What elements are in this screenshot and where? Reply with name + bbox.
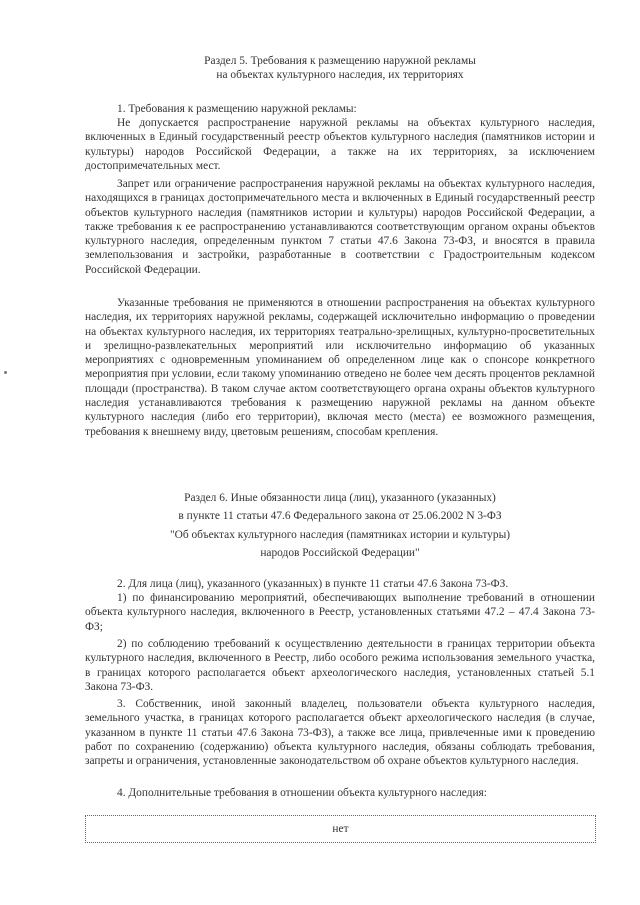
section5-paragraph-2: Запрет или ограничение распространения наружной рекламы на объектах культурного наследия, находящихся в границах достопримечательного места и включенных в Единый государственный реестр объектов культурного наследия (памятников истории и культуры) народов Российской Федерации, а также требования к ее распространению устанавливаются соответствующим органом охраны объектов культурного наследия, определенным пунктом 7 статьи 47.6 Закона 73-ФЗ, и вносятся в правила землепользования и застройки, разработанные в соответствии с Градостроительным кодексом Российской Федерации. [85,178,595,276]
additional-requirements-box [85,815,596,843]
section6-paragraph-2: 2) по соблюдению требований к осуществлению деятельности в границах территории объекта культурного наследия, включенного в Реестр, либо особого режима использования земельного участка, в границах которого располагается объект археологического наследия, установленных статьей 5.1 Закона 73-ФЗ. [85,638,595,693]
section6-title-line1: Раздел 6. Иные обязанности лица (лиц), указанного (указанных) [184,492,496,504]
section6-item2-heading: 2. Для лица (лиц), указанного (указанных) в пункте 11 статьи 47.6 Закона 73-ФЗ. [117,578,509,590]
additional-requirements-value: нет [332,823,349,835]
section5-title [85,54,595,83]
section6-title [85,491,595,560]
section6-title-line2: в пункте 11 статьи 47.6 Федерального закона от 25.06.2002 N 3-ФЗ [178,510,502,523]
section6-paragraph-1: 1) по финансированию мероприятий, обеспечивающих выполнение требований в отношении объекта культурного наследия, включенного в Реестр, установленных статьями 47.2 – 47.4 Закона 73-ФЗ; [85,592,595,633]
section5-title-line2: на объектах культурного наследия, их территориях [216,69,464,82]
section6-title-line4: народов Российской Федерации" [260,546,420,559]
section5-item1-heading: 1. Требования к размещению наружной рекламы: [117,103,357,115]
section5-paragraph-1: Не допускается распространение наружной рекламы на объектах культурного наследия, включенных в Единый государственный реестр объектов культурного наследия (памятников истории и культуры) народов Российской Федерации, а также на их территориях, за исключением достопримечательных мест. [85,117,595,172]
section5-title-line1: Раздел 5. Требования к размещению наружной рекламы [204,55,476,67]
section6-title-line3: "Об объектах культурного наследия (памятниках истории и культуры) [169,528,511,541]
section6-paragraph-3: 3. Собственник, иной законный владелец, пользователи объекта культурного наследия, земельного участка, в границах которого располагается объект археологического наследия (в случае, указанном в пункте 11 статьи 47.6 Закона 73-ФЗ), а также все лица, привлеченные ими к проведению работ по сохранению (содержанию) объекта культурного наследия, обязаны соблюдать требования, запреты и ограничения, установленные законодательством об охране объектов культурного наследия. [85,698,595,768]
section5-paragraph-3: Указанные требования не применяются в отношении распространения на объектах культурного наследия, их территориях наружной рекламы, содержащей исключительно информацию о проведении на объектах культурного наследия, их территориях театрально-зрелищных, культурно-просветительных и зрелищно-развлекательных мероприятий или исключительно информацию об указанных мероприятиях с одновременным упоминанием об определенном лице как о спонсоре конкретного мероприятия при условии, если такому упоминанию отведено не более чем десять процентов рекламной площади (пространства). В таком случае актом соответствующего органа охраны объектов культурного наследия устанавливаются требования к размещению наружной рекламы на данном объекте культурного наследия (либо его территории), включая место (места) ее возможного размещения, требования к внешнему виду, цветовым решениям, способам крепления. [85,297,595,438]
scan-margin-mark [4,371,7,374]
section6-item4-heading: 4. Дополнительные требования в отношении объекта культурного наследия: [117,787,487,799]
